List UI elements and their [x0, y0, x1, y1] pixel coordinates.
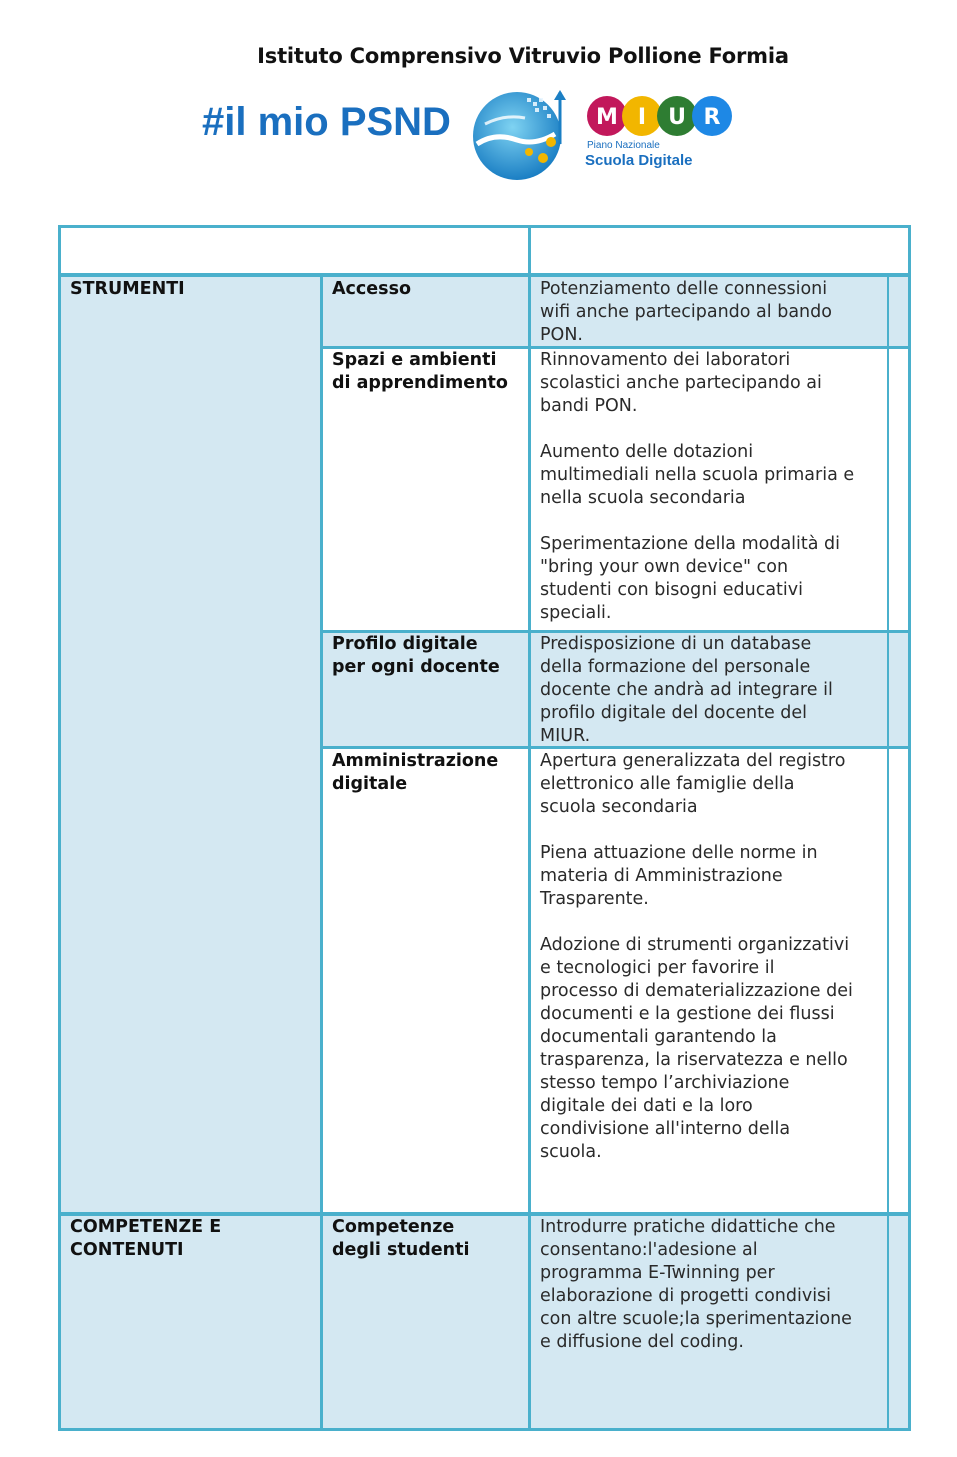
- area-cell-strumenti: [60, 275, 322, 1213]
- area-label-competenze: COMPETENZE E CONTENUTI: [70, 1217, 222, 1260]
- topic-spazi: Spazi e ambienti di apprendimento: [332, 350, 508, 393]
- col-divider-2: [528, 275, 531, 1431]
- table-border-right: [908, 225, 911, 1431]
- actions-amministrazione: Apertura generalizzata del registro elettronico alle famiglie della scuola secondaria Piena attuazione delle norme in materia di Amministrazione Trasparente. Adozione di strumenti organizzativi e tecnologici per favorire il processo di dematerializzazione dei documenti e la gestione dei flussi documentali garantendo la trasparenza, la riservatezza e nello stesso tempo l’archiviazione digitale dei dati e la loro condivisione all'interno della scuola.: [540, 751, 853, 1162]
- miur-letter-u: U: [668, 105, 686, 130]
- miur-letter-i: I: [637, 105, 647, 130]
- header-col-divider: [528, 225, 531, 275]
- miur-letter-r: R: [703, 105, 721, 130]
- table-border-top: [58, 225, 911, 228]
- col-divider-3: [887, 275, 889, 1431]
- topic-profilo: Profilo digitale per ogni docente: [332, 634, 500, 677]
- topic-competenze: Competenze degli studenti: [332, 1217, 470, 1260]
- topic-accesso: Accesso: [332, 279, 412, 299]
- hashtag-title: #il mio PSND: [202, 100, 451, 144]
- miur-title: Scuola Digitale: [585, 152, 693, 169]
- topic-amministrazione: Amministrazione digitale: [332, 751, 499, 794]
- table-border-left: [58, 225, 61, 1431]
- actions-spazi: Rinnovamento dei laboratori scolastici anche partecipando ai bandi PON. Aumento delle dotazioni multimediali nella scuola primaria e nella scuola secondaria Sperimentazione della modalità di "bring your own device" con studenti con bisogni educativi speciali.: [540, 350, 855, 623]
- header-divider: [58, 273, 911, 277]
- actions-profilo: Predisposizione di un database della formazione del personale docente che andrà ad integrare il profilo digitale del docente del MIUR.: [540, 634, 833, 746]
- col-divider-1: [320, 275, 323, 1431]
- actions-accesso: Potenziamento delle connessioni wifi anche partecipando al bando PON.: [540, 279, 832, 345]
- area-label-strumenti: STRUMENTI: [70, 279, 185, 299]
- table-header-row: [60, 227, 910, 275]
- miur-letter-m: M: [596, 105, 618, 130]
- miur-subtitle: Piano Nazionale: [587, 140, 660, 151]
- actions-competenze: Introdurre pratiche didattiche che consentano:l'adesione al programma E-Twinning per elaborazione di progetti condivisi con altre scuole;la sperimentazione e diffusione del coding.: [540, 1217, 852, 1352]
- table-border-bottom: [58, 1428, 911, 1431]
- school-title: Istituto Comprensivo Vitruvio Pollione Formia: [257, 44, 789, 68]
